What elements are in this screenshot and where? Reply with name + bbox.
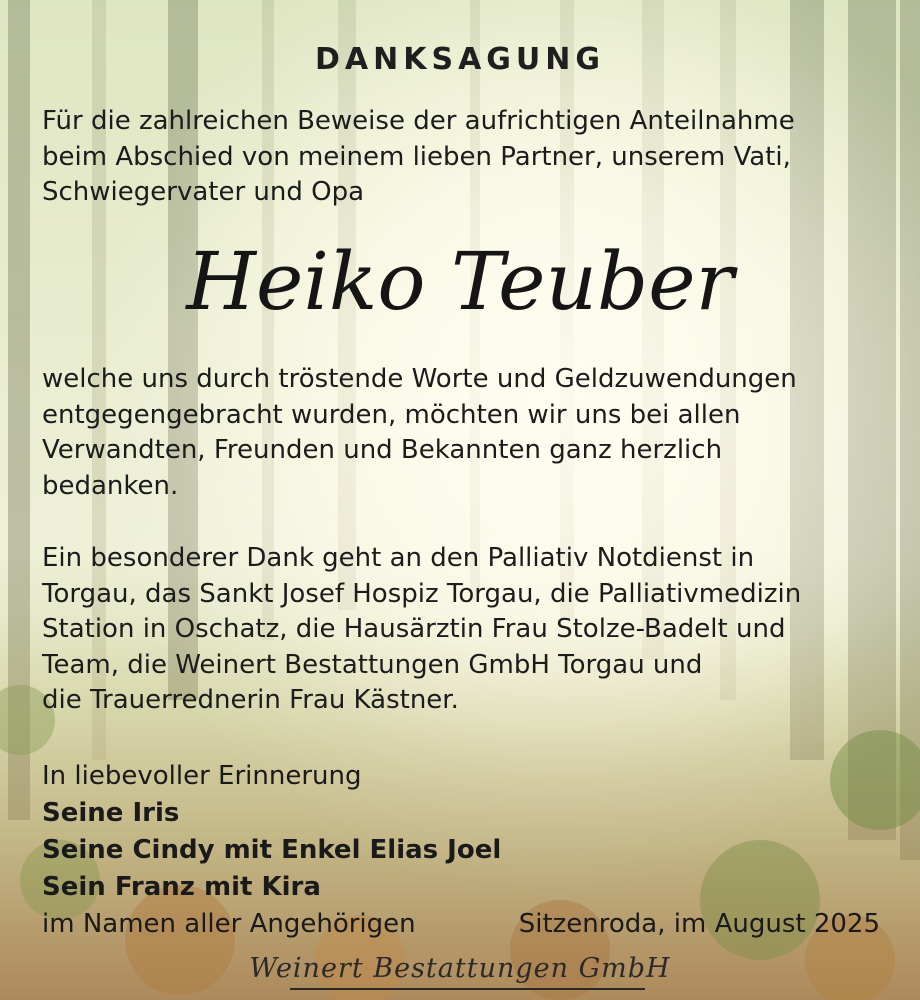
remembrance-line: In liebevoller Erinnerung (42, 761, 362, 791)
notice-heading: DANKSAGUNG (314, 42, 605, 77)
family-note: im Namen aller Angehörigen (42, 909, 416, 939)
deceased-name: Heiko Teuber (186, 235, 734, 328)
signature-underline (290, 988, 645, 990)
mourner-name: Seine Cindy mit Enkel Elias Joel (42, 835, 502, 865)
intro-text: Für die zahlreichen Beweise der aufrichtigen Anteilnahme beim Abschied von meinem lieben Partner, unserem Vati, Schwiegervater und Opa (42, 106, 795, 207)
mourner-name: Seine Iris (42, 798, 180, 828)
thanks-paragraph: welche uns durch tröstende Worte und Geldzuwendungen entgegengebracht wurden, möchten wir uns bei allen Verwandten, Freunden und Bekannten ganz herzlich bedanken. (42, 364, 797, 501)
place-and-date: Sitzenroda, im August 2025 (518, 909, 880, 939)
special-thanks-paragraph: Ein besonderer Dank geht an den Palliativ Notdienst in Torgau, das Sankt Josef Hospiz Torgau, die Palliativmedizin Station in Oschatz, die Hausärztin Frau Stolze-Badelt und Team, die Weinert Bestattungen GmbH Torgau und die Trauerrednerin Frau Kästner. (42, 543, 802, 715)
closing-block (42, 758, 501, 943)
mourner-name: Sein Franz mit Kira (42, 872, 321, 902)
undertaker-signature: Weinert Bestattungen GmbH (249, 953, 671, 984)
